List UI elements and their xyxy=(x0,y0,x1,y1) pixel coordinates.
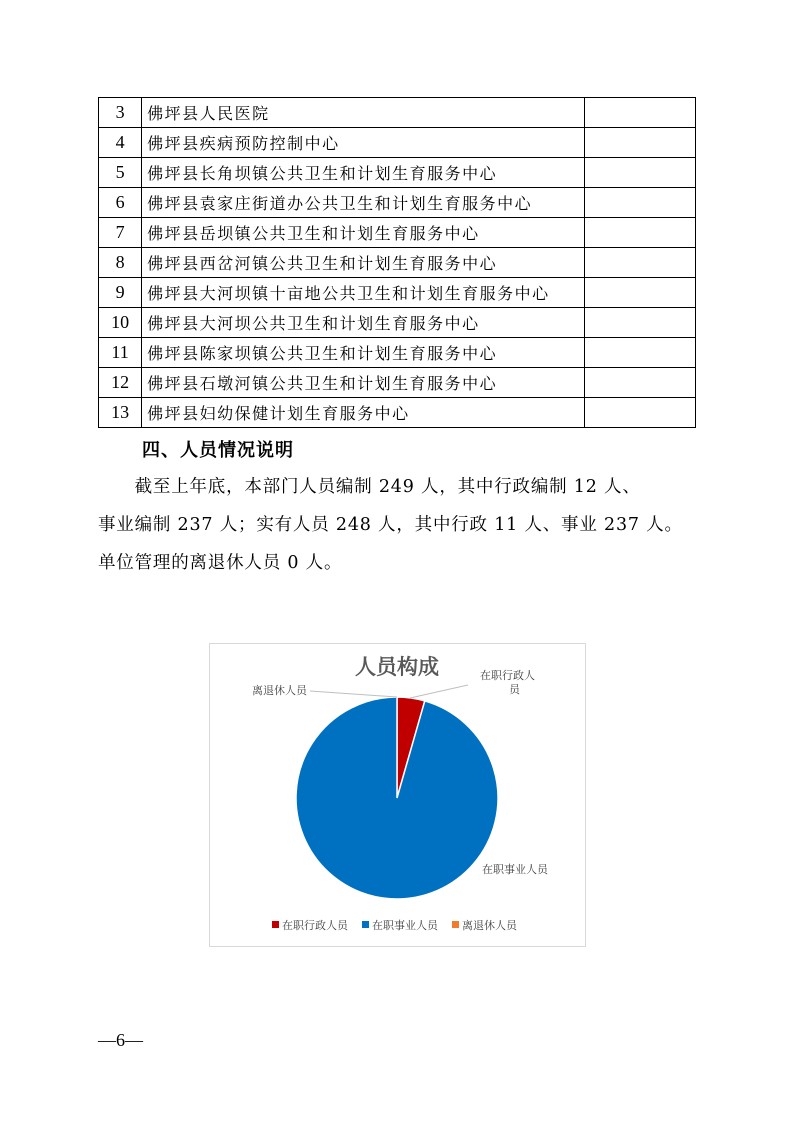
paragraph-line-2: 事业编制 237 人；实有人员 248 人，其中行政 11 人、事业 237 人。 xyxy=(98,515,683,535)
table-row xyxy=(99,218,696,248)
legend-swatch-2 xyxy=(452,921,459,928)
unit-name: 佛坪县大河坝镇十亩地公共卫生和计划生育服务中心 xyxy=(142,278,585,308)
unit-name: 佛坪县人民医院 xyxy=(142,98,585,128)
unit-name: 佛坪县疾病预防控制中心 xyxy=(142,128,585,158)
page-number: —6— xyxy=(98,1030,143,1050)
label-admin-line2: 员 xyxy=(509,683,520,696)
empty-cell xyxy=(584,218,695,248)
empty-cell xyxy=(584,308,695,338)
row-number: 6 xyxy=(99,188,142,218)
unit-name: 佛坪县石墩河镇公共卫生和计划生育服务中心 xyxy=(142,368,585,398)
row-number: 9 xyxy=(99,278,142,308)
empty-cell xyxy=(584,128,695,158)
table-row xyxy=(99,248,696,278)
row-number: 4 xyxy=(99,128,142,158)
table-row xyxy=(99,278,696,308)
table-row xyxy=(99,398,696,428)
label-career: 在职事业人员 xyxy=(482,863,548,876)
pie-slice-1 xyxy=(296,697,498,899)
legend-swatch-0 xyxy=(272,921,279,928)
section-heading: 四、人员情况说明 xyxy=(142,440,294,461)
paragraph-line-1: 截至上年底，本部门人员编制 249 人，其中行政编制 12 人、 xyxy=(98,477,641,497)
label-retired: 离退休人员 xyxy=(252,684,307,697)
row-number: 11 xyxy=(99,338,142,368)
leader-line-admin xyxy=(410,685,468,698)
unit-name: 佛坪县陈家坝镇公共卫生和计划生育服务中心 xyxy=(142,338,585,368)
row-number: 10 xyxy=(99,308,142,338)
row-number: 5 xyxy=(99,158,142,188)
table-row xyxy=(99,128,696,158)
paragraph-line-3: 单位管理的离退休人员 0 人。 xyxy=(98,553,343,573)
row-number: 12 xyxy=(99,368,142,398)
table-row xyxy=(99,368,696,398)
empty-cell xyxy=(584,158,695,188)
row-number: 7 xyxy=(99,218,142,248)
table-row xyxy=(99,158,696,188)
legend-swatch-1 xyxy=(362,921,369,928)
empty-cell xyxy=(584,398,695,428)
empty-cell xyxy=(584,188,695,218)
unit-name: 佛坪县大河坝公共卫生和计划生育服务中心 xyxy=(142,308,585,338)
empty-cell xyxy=(584,368,695,398)
chart-title: 人员构成 xyxy=(355,655,439,679)
unit-name: 佛坪县袁家庄街道办公共卫生和计划生育服务中心 xyxy=(142,188,585,218)
table-row xyxy=(99,308,696,338)
table-row xyxy=(99,338,696,368)
label-admin-line1: 在职行政人 xyxy=(480,669,535,682)
empty-cell xyxy=(584,248,695,278)
unit-name: 佛坪县妇幼保健计划生育服务中心 xyxy=(142,398,585,428)
empty-cell xyxy=(584,338,695,368)
empty-cell xyxy=(584,278,695,308)
unit-name: 佛坪县岳坝镇公共卫生和计划生育服务中心 xyxy=(142,218,585,248)
empty-cell xyxy=(584,98,695,128)
unit-table xyxy=(98,97,696,428)
table-row xyxy=(99,98,696,128)
legend-label-2: 离退休人员 xyxy=(462,919,517,932)
legend-label-1: 在职事业人员 xyxy=(372,919,438,932)
unit-name: 佛坪县西岔河镇公共卫生和计划生育服务中心 xyxy=(142,248,585,278)
row-number: 13 xyxy=(99,398,142,428)
pie-chart xyxy=(209,643,586,947)
leader-line-retired xyxy=(310,691,397,697)
table-row xyxy=(99,188,696,218)
row-number: 3 xyxy=(99,98,142,128)
row-number: 8 xyxy=(99,248,142,278)
unit-name: 佛坪县长角坝镇公共卫生和计划生育服务中心 xyxy=(142,158,585,188)
legend-label-0: 在职行政人员 xyxy=(282,919,348,932)
